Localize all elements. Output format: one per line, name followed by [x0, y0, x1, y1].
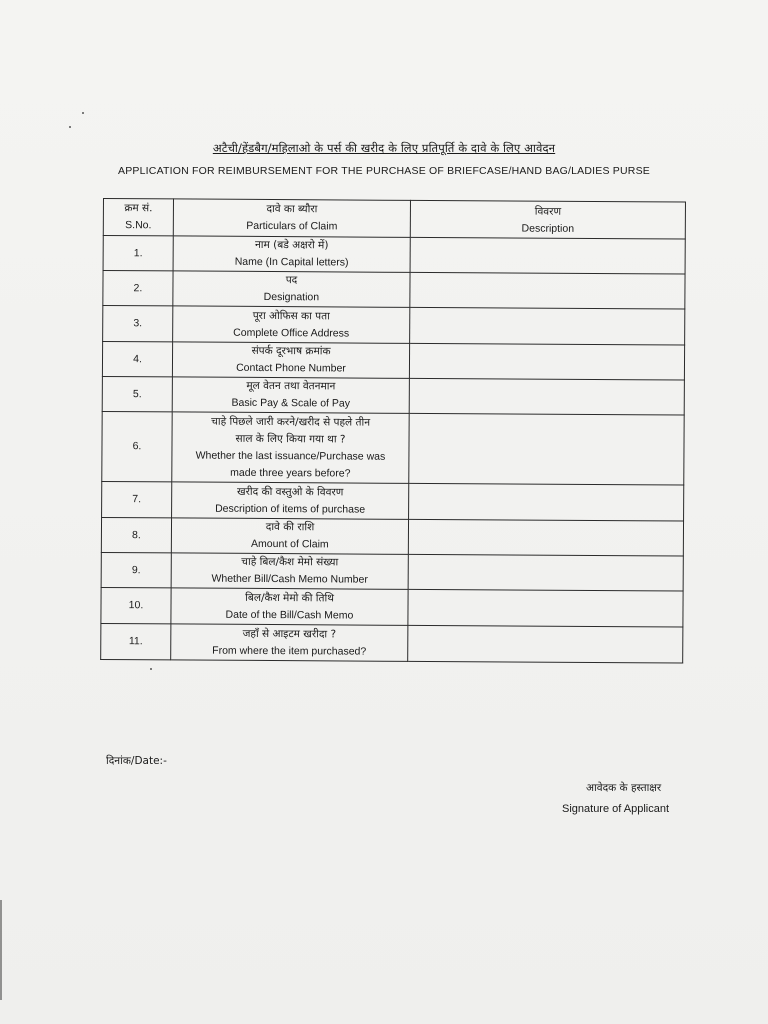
- particulars-english: Whether Bill/Cash Memo Number: [211, 572, 368, 586]
- particulars-english: Contact Phone Number: [236, 361, 346, 375]
- particulars-hindi: खरीद की वस्तुओ के विवरण: [237, 485, 344, 498]
- row-description-field[interactable]: [410, 307, 685, 345]
- table-row: [102, 342, 684, 381]
- particulars-english: Date of the Bill/Cash Memo: [225, 608, 354, 622]
- particulars-hindi: साल के लिए किया गया था ?: [235, 432, 346, 445]
- particulars-english: Amount of Claim: [251, 537, 329, 551]
- row-particulars: [173, 236, 410, 272]
- row-sno: 9.: [101, 552, 171, 587]
- table-row: [102, 481, 684, 521]
- particulars-english: Designation: [263, 290, 320, 304]
- row-particulars: [171, 624, 408, 661]
- header-sno-english: S.No.: [125, 219, 152, 232]
- particulars-hindi: पद: [285, 274, 298, 287]
- row-sno: 7.: [102, 481, 172, 517]
- row-particulars: [172, 412, 409, 483]
- row-description-field[interactable]: [409, 483, 684, 521]
- row-particulars: [173, 271, 410, 307]
- row-description-field[interactable]: [409, 378, 684, 415]
- header-sno: [103, 199, 173, 236]
- signature-label-english: Signature of Applicant: [562, 803, 670, 815]
- table-row: [101, 587, 683, 627]
- row-description-field[interactable]: [408, 625, 683, 663]
- particulars-hindi: मूल वेतन तथा वेतनमान: [246, 379, 336, 393]
- claim-table: [100, 198, 686, 664]
- row-description-field[interactable]: [408, 589, 683, 627]
- particulars-hindi: दावे की राशि: [265, 521, 315, 534]
- header-particulars-hindi: दावे का ब्यौरा: [266, 202, 318, 216]
- particulars-english: From where the item purchased?: [212, 644, 367, 658]
- row-particulars: [172, 377, 409, 413]
- row-description-field[interactable]: [408, 519, 683, 556]
- particulars-english: Name (In Capital letters): [234, 255, 349, 269]
- row-sno: 3.: [103, 306, 173, 342]
- row-description-field[interactable]: [410, 272, 685, 309]
- header-description-hindi: विवरण: [534, 205, 562, 218]
- particulars-hindi: चाहे बिल/कैश मेमो संख्या: [241, 555, 339, 569]
- table-row: [101, 552, 683, 591]
- particulars-hindi: पूरा ओफिस का पता: [252, 309, 330, 322]
- header-description-english: Description: [521, 222, 575, 235]
- particulars-hindi: बिल/कैश मेमो की तिथि: [245, 591, 334, 604]
- particulars-english: Complete Office Address: [233, 326, 350, 340]
- table-row: [101, 517, 683, 556]
- table-row: [103, 271, 685, 310]
- header-description: [410, 200, 685, 239]
- row-particulars: [172, 482, 409, 519]
- table-row: [103, 306, 685, 346]
- particulars-english: Description of items of purchase: [215, 502, 366, 516]
- row-sno: 8.: [101, 517, 171, 552]
- row-sno: 2.: [103, 271, 173, 306]
- row-description-field[interactable]: [408, 554, 683, 591]
- row-description-field[interactable]: [409, 413, 684, 485]
- particulars-hindi: नाम (बडे अक्षरो में): [254, 238, 329, 252]
- table-row: [102, 376, 684, 415]
- table-row: [102, 411, 684, 485]
- row-particulars: [172, 342, 409, 378]
- row-sno: 11.: [101, 623, 171, 659]
- row-particulars: [171, 518, 408, 554]
- row-description-field[interactable]: [410, 237, 685, 274]
- particulars-hindi: जहाँ से आइटम खरीदा ?: [242, 627, 337, 640]
- scan-speck: [82, 112, 84, 114]
- particulars-english: Whether the last issuance/Purchase was: [195, 449, 386, 463]
- particulars-english: made three years before?: [230, 466, 351, 480]
- scan-edge: [0, 900, 2, 1000]
- table-row: [103, 236, 685, 275]
- row-particulars: [173, 306, 410, 343]
- header-particulars-english: Particulars of Claim: [246, 219, 338, 233]
- header-sno-hindi: क्रम सं.: [124, 202, 153, 215]
- table-row: [101, 623, 683, 663]
- date-label: दिनांक/Date:-: [106, 755, 167, 767]
- particulars-hindi: चाहे पिछले जारी करने/खरीद से पहले तीन: [211, 415, 371, 429]
- row-sno: 4.: [102, 342, 172, 377]
- signature-label-hindi: आवेदक के हस्ताक्षर: [586, 782, 662, 794]
- row-sno: 10.: [101, 587, 171, 623]
- header-particulars: [173, 199, 410, 237]
- row-sno: 5.: [102, 376, 172, 411]
- particulars-hindi: संपर्क दूरभाष क्रमांक: [251, 344, 331, 358]
- row-particulars: [171, 588, 408, 625]
- scan-speck: [69, 126, 71, 128]
- scan-speck: [150, 668, 152, 670]
- form-title-hindi: अटैची/हेंडबैग/महिलाओ के पर्स की खरीद के लिए प्रतिपूर्ति के दावे के लिए आवेदन: [212, 141, 556, 155]
- table-header-row: [103, 199, 685, 240]
- row-particulars: [171, 553, 408, 589]
- row-sno: 6.: [102, 411, 172, 481]
- row-description-field[interactable]: [409, 343, 684, 380]
- row-sno: 1.: [103, 236, 173, 271]
- particulars-english: Basic Pay & Scale of Pay: [231, 396, 351, 410]
- form-title-english: APPLICATION FOR REIMBURSEMENT FOR THE PURCHASE OF BRIEFCASE/HAND BAG/LADIES PURSE: [118, 165, 650, 177]
